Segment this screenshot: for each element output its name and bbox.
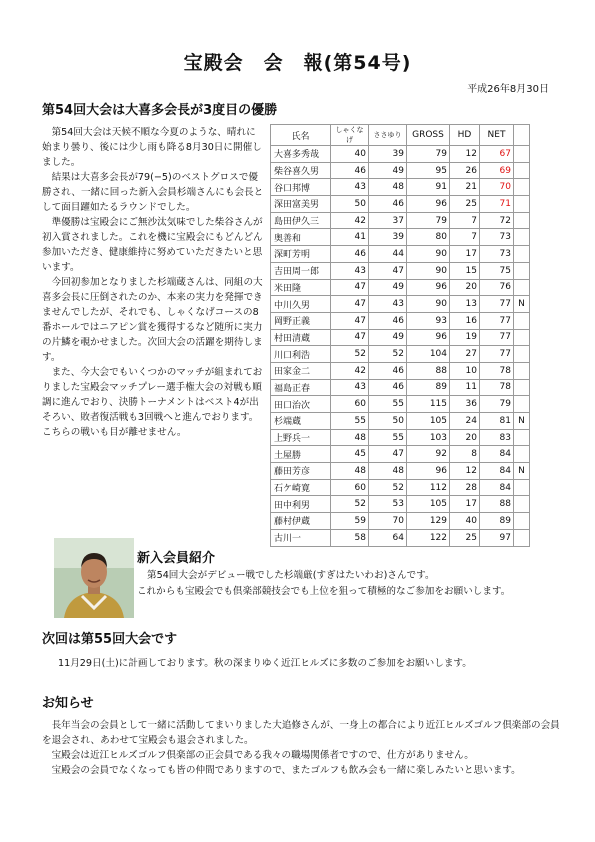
header-sasayuri: ささゆり — [369, 125, 407, 146]
cell-shakunage: 55 — [331, 413, 369, 430]
header-gross: GROSS — [407, 125, 450, 146]
cell-name: 福島正春 — [271, 379, 331, 396]
cell-gross: 105 — [407, 496, 450, 513]
cell-name: 藤田芳彦 — [271, 463, 331, 480]
cell-hd: 7 — [450, 229, 480, 246]
table-row — [271, 496, 530, 513]
cell-shakunage: 41 — [331, 229, 369, 246]
cell-net: 69 — [480, 162, 514, 179]
cell-shakunage: 60 — [331, 396, 369, 413]
cell-hd: 20 — [450, 279, 480, 296]
cell-gross: 90 — [407, 246, 450, 263]
cell-shakunage: 42 — [331, 212, 369, 229]
cell-name: 村田清蔵 — [271, 329, 331, 346]
cell-hd: 7 — [450, 212, 480, 229]
table-row — [271, 246, 530, 263]
table-row — [271, 296, 530, 313]
cell-shakunage: 47 — [331, 296, 369, 313]
cell-sasayuri: 47 — [369, 262, 407, 279]
cell-gross: 90 — [407, 296, 450, 313]
cell-shakunage: 43 — [331, 262, 369, 279]
cell-hd: 13 — [450, 296, 480, 313]
cell-net: 72 — [480, 212, 514, 229]
cell-hd: 27 — [450, 346, 480, 363]
cell-hd: 26 — [450, 162, 480, 179]
cell-mark: N — [514, 463, 530, 480]
cell-mark: N — [514, 413, 530, 430]
table-row — [271, 379, 530, 396]
notice-body — [42, 718, 564, 778]
cell-name: 岡野正義 — [271, 312, 331, 329]
cell-gross: 105 — [407, 413, 450, 430]
cell-gross: 96 — [407, 329, 450, 346]
cell-sasayuri: 39 — [369, 146, 407, 163]
cell-hd: 8 — [450, 446, 480, 463]
cell-mark — [514, 196, 530, 213]
cell-hd: 25 — [450, 196, 480, 213]
next-heading: 次回は第55回大会です — [42, 632, 178, 647]
section1-heading: 第54回大会は大喜多会長が3度目の優勝 — [42, 103, 278, 118]
cell-mark — [514, 146, 530, 163]
cell-name: 土屋勝 — [271, 446, 331, 463]
section1-body — [42, 125, 264, 440]
cell-name: 田口治次 — [271, 396, 331, 413]
cell-net: 70 — [480, 179, 514, 196]
cell-sasayuri: 53 — [369, 496, 407, 513]
table-row — [271, 329, 530, 346]
cell-gross: 80 — [407, 229, 450, 246]
cell-sasayuri: 55 — [369, 429, 407, 446]
cell-net: 78 — [480, 362, 514, 379]
cell-sasayuri: 64 — [369, 529, 407, 546]
cell-hd: 20 — [450, 429, 480, 446]
notice-paragraph: 宝殿会の会員でなくなっても皆の仲間でありますので、またゴルフも飲み会も一緒に楽しみたいと思います。 — [51, 765, 521, 776]
page-title: 宝殿会 会 報(第54号) — [183, 52, 412, 74]
cell-hd: 19 — [450, 329, 480, 346]
cell-shakunage: 42 — [331, 362, 369, 379]
cell-sasayuri: 47 — [369, 446, 407, 463]
cell-shakunage: 60 — [331, 479, 369, 496]
cell-shakunage: 46 — [331, 162, 369, 179]
cell-mark — [514, 379, 530, 396]
cell-mark — [514, 479, 530, 496]
cell-gross: 115 — [407, 396, 450, 413]
cell-name: 深町芳明 — [271, 246, 331, 263]
table-row — [271, 179, 530, 196]
cell-sasayuri: 49 — [369, 329, 407, 346]
cell-gross: 96 — [407, 279, 450, 296]
score-table-wrap — [270, 124, 530, 547]
cell-net: 89 — [480, 513, 514, 530]
cell-sasayuri: 48 — [369, 179, 407, 196]
cell-shakunage: 48 — [331, 429, 369, 446]
cell-mark — [514, 212, 530, 229]
cell-net: 88 — [480, 496, 514, 513]
cell-sasayuri: 55 — [369, 396, 407, 413]
cell-name: 古川一 — [271, 529, 331, 546]
cell-name: 谷口邦博 — [271, 179, 331, 196]
cell-net: 81 — [480, 413, 514, 430]
cell-mark — [514, 362, 530, 379]
next-text: 11月29日(土)に計画しております。秋の深まりゆく近江ヒルズに多数のご参加をお願いします。 — [58, 658, 472, 669]
header-mark — [514, 125, 530, 146]
cell-name: 上野兵一 — [271, 429, 331, 446]
cell-gross: 79 — [407, 146, 450, 163]
newmember-heading: 新入会員紹介 — [137, 551, 216, 566]
cell-hd: 28 — [450, 479, 480, 496]
cell-name: 藤村伊蔵 — [271, 513, 331, 530]
cell-name: 吉田周一郎 — [271, 262, 331, 279]
notice-paragraph: 宝殿会は近江ヒルズゴルフ倶楽部の正会員である我々の職場関係者ですので、仕方がありません。 — [51, 750, 474, 761]
cell-gross: 90 — [407, 262, 450, 279]
cell-hd: 24 — [450, 413, 480, 430]
cell-name: 深田富美男 — [271, 196, 331, 213]
table-row — [271, 346, 530, 363]
cell-name: 杉端蔵 — [271, 413, 331, 430]
table-row — [271, 396, 530, 413]
cell-net: 84 — [480, 463, 514, 480]
cell-shakunage: 43 — [331, 179, 369, 196]
cell-net: 97 — [480, 529, 514, 546]
cell-sasayuri: 50 — [369, 413, 407, 430]
cell-shakunage: 47 — [331, 279, 369, 296]
cell-name: 大喜多秀哉 — [271, 146, 331, 163]
cell-gross: 96 — [407, 196, 450, 213]
cell-net: 77 — [480, 346, 514, 363]
cell-mark — [514, 279, 530, 296]
cell-hd: 12 — [450, 463, 480, 480]
cell-hd: 16 — [450, 312, 480, 329]
cell-gross: 92 — [407, 446, 450, 463]
cell-name: 米田隆 — [271, 279, 331, 296]
table-row — [271, 229, 530, 246]
cell-mark — [514, 262, 530, 279]
section1-paragraph: 結果は大喜多会長が79(−5)のベストグロスで優勝され、一緒に回った新入会員杉端さんにも会長として面目躍如たるラウンドでした。 — [42, 172, 264, 213]
cell-sasayuri: 43 — [369, 296, 407, 313]
cell-name: 柴谷喜久男 — [271, 162, 331, 179]
cell-net: 73 — [480, 229, 514, 246]
table-row — [271, 429, 530, 446]
notice-paragraph: 長年当会の会員として一緒に活動してまいりました大追修さんが、一身上の都合により近江ヒルズゴルフ倶楽部の会員を退会され、あわせて宝殿会も退会されました。 — [42, 720, 560, 746]
cell-mark — [514, 312, 530, 329]
cell-gross: 104 — [407, 346, 450, 363]
table-row — [271, 463, 530, 480]
cell-hd: 15 — [450, 262, 480, 279]
cell-gross: 112 — [407, 479, 450, 496]
cell-hd: 17 — [450, 246, 480, 263]
cell-shakunage: 45 — [331, 446, 369, 463]
cell-hd: 11 — [450, 379, 480, 396]
cell-name: 奥善和 — [271, 229, 331, 246]
score-table — [270, 124, 530, 547]
cell-mark — [514, 329, 530, 346]
header-net: NET — [480, 125, 514, 146]
cell-shakunage: 47 — [331, 312, 369, 329]
cell-shakunage: 52 — [331, 346, 369, 363]
table-row — [271, 446, 530, 463]
table-row — [271, 262, 530, 279]
score-table-body — [271, 146, 530, 547]
cell-sasayuri: 48 — [369, 463, 407, 480]
table-row — [271, 529, 530, 546]
cell-sasayuri: 46 — [369, 362, 407, 379]
notice-heading: お知らせ — [42, 696, 94, 711]
cell-gross: 103 — [407, 429, 450, 446]
cell-shakunage: 58 — [331, 529, 369, 546]
table-row — [271, 162, 530, 179]
cell-gross: 79 — [407, 212, 450, 229]
cell-hd: 40 — [450, 513, 480, 530]
issue-date: 平成26年8月30日 — [467, 84, 549, 95]
cell-sasayuri: 44 — [369, 246, 407, 263]
cell-net: 84 — [480, 479, 514, 496]
cell-shakunage: 43 — [331, 379, 369, 396]
cell-mark — [514, 246, 530, 263]
table-row — [271, 212, 530, 229]
cell-mark — [514, 529, 530, 546]
table-row — [271, 513, 530, 530]
cell-net: 79 — [480, 396, 514, 413]
section1-paragraph: 今回初参加となりました杉端蔵さんは、同組の大喜多会長に圧倒されたのか、本来の実力を発揮できませんでしたが、それでも、しゃくなげコースの8番ホールではニアピン賞を獲得するなど随所に実力の片鱗を覗かせました。次回大会の活躍を期待します。 — [42, 277, 263, 363]
cell-sasayuri: 52 — [369, 346, 407, 363]
cell-gross: 89 — [407, 379, 450, 396]
cell-net: 75 — [480, 262, 514, 279]
cell-sasayuri: 49 — [369, 279, 407, 296]
cell-net: 77 — [480, 329, 514, 346]
cell-net: 67 — [480, 146, 514, 163]
cell-shakunage: 47 — [331, 329, 369, 346]
cell-mark — [514, 162, 530, 179]
table-row — [271, 362, 530, 379]
cell-sasayuri: 52 — [369, 479, 407, 496]
cell-sasayuri: 39 — [369, 229, 407, 246]
cell-gross: 93 — [407, 312, 450, 329]
cell-sasayuri: 70 — [369, 513, 407, 530]
cell-shakunage: 52 — [331, 496, 369, 513]
header-shakunage: しゃくなげ — [331, 125, 369, 146]
cell-mark — [514, 229, 530, 246]
cell-mark — [514, 446, 530, 463]
header-name: 氏名 — [271, 125, 331, 146]
section1-paragraph: 第54回大会は天候不順な今夏のような、晴れに始まり曇り、後には少し雨も降る8月30日に開催しました。 — [42, 127, 262, 168]
cell-hd: 36 — [450, 396, 480, 413]
section1-paragraph: また、今大会でもいくつかのマッチが組まれておりました宝殿会マッチプレー選手権大会の対戦も順調に進んでおり、決勝トーナメントはベスト4が出そろい、敗者復活戦も3回戦へと進んでおります。 こちらの戦いも目が離せません。 — [42, 367, 264, 438]
cell-mark — [514, 179, 530, 196]
cell-shakunage: 59 — [331, 513, 369, 530]
cell-hd: 21 — [450, 179, 480, 196]
newmember-text-2: これからも宝殿会でも倶楽部競技会でも上位を狙って積極的なご参加をお願いします。 — [137, 586, 511, 597]
newmember-text-1: 第54回大会がデビュー戦でした杉端厳(すぎはたいわお)さんです。 — [147, 570, 435, 581]
cell-net: 83 — [480, 429, 514, 446]
cell-gross: 96 — [407, 463, 450, 480]
cell-mark — [514, 396, 530, 413]
section1-paragraph: 準優勝は宝殿会にご無沙汰気味でした柴谷さんが初入賞されました。これを機に宝殿会にもどんどん参加いただき、健康維持に努めていただきたいと思います。 — [42, 217, 263, 273]
cell-sasayuri: 46 — [369, 196, 407, 213]
table-row — [271, 413, 530, 430]
cell-gross: 129 — [407, 513, 450, 530]
cell-shakunage: 40 — [331, 146, 369, 163]
cell-net: 73 — [480, 246, 514, 263]
cell-mark — [514, 513, 530, 530]
table-row — [271, 312, 530, 329]
cell-sasayuri: 46 — [369, 312, 407, 329]
cell-hd: 25 — [450, 529, 480, 546]
cell-net: 71 — [480, 196, 514, 213]
cell-sasayuri: 46 — [369, 379, 407, 396]
cell-name: 島田伊久三 — [271, 212, 331, 229]
cell-gross: 95 — [407, 162, 450, 179]
table-header-row — [271, 125, 530, 146]
new-member-photo — [54, 538, 134, 618]
header-hd: HD — [450, 125, 480, 146]
cell-shakunage: 46 — [331, 246, 369, 263]
table-row — [271, 146, 530, 163]
cell-net: 78 — [480, 379, 514, 396]
table-row — [271, 279, 530, 296]
cell-shakunage: 50 — [331, 196, 369, 213]
cell-name: 田中利男 — [271, 496, 331, 513]
cell-name: 中川久男 — [271, 296, 331, 313]
cell-hd: 10 — [450, 362, 480, 379]
cell-mark — [514, 346, 530, 363]
cell-shakunage: 48 — [331, 463, 369, 480]
table-row — [271, 479, 530, 496]
cell-hd: 12 — [450, 146, 480, 163]
cell-mark — [514, 429, 530, 446]
cell-net: 77 — [480, 312, 514, 329]
cell-net: 76 — [480, 279, 514, 296]
cell-mark — [514, 496, 530, 513]
cell-name: 田家金二 — [271, 362, 331, 379]
cell-name: 川口利浩 — [271, 346, 331, 363]
cell-gross: 122 — [407, 529, 450, 546]
cell-name: 石ケ崎寛 — [271, 479, 331, 496]
cell-sasayuri: 49 — [369, 162, 407, 179]
cell-gross: 88 — [407, 362, 450, 379]
cell-net: 77 — [480, 296, 514, 313]
cell-sasayuri: 37 — [369, 212, 407, 229]
table-row — [271, 196, 530, 213]
cell-hd: 17 — [450, 496, 480, 513]
cell-mark: N — [514, 296, 530, 313]
cell-net: 84 — [480, 446, 514, 463]
cell-gross: 91 — [407, 179, 450, 196]
